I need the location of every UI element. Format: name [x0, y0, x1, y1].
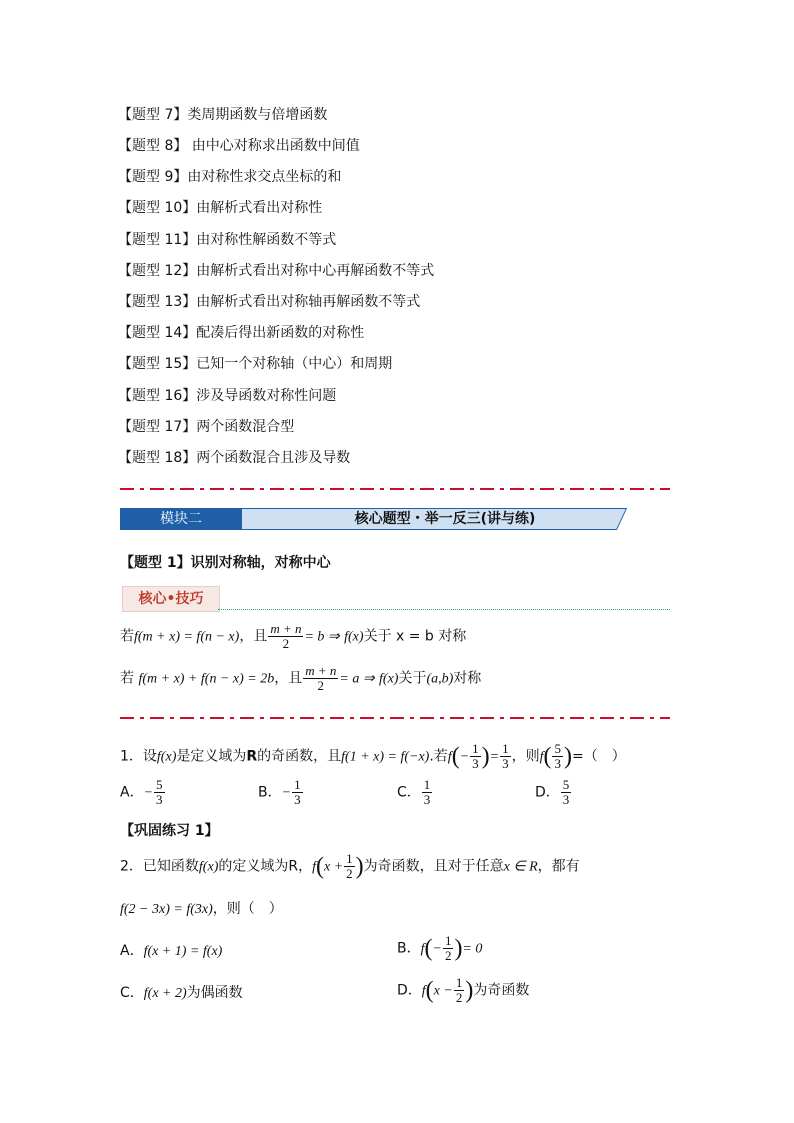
fraction: $\frac{m + n}{2}$ [305, 663, 337, 693]
q2-option-a[interactable]: A．f(x + 1) = f(x) [120, 943, 223, 959]
skill-badge: 核心•技巧 [122, 586, 220, 612]
skill-underline [218, 609, 670, 610]
q1-option-c[interactable]: C． $\frac{1}{3}$ [397, 777, 431, 807]
question-1: 1．设f(x)是定义域为R的奇函数，且f(1 + x) = f(−x).若f(− $\frac{1}{3}$ )= $\frac{1}{3}$ ，则f( $\frac{5}{3}$ )=（ ） [120, 741, 626, 771]
toc-item: 【题型 12】由解析式看出对称中心再解函数不等式 [118, 263, 435, 279]
toc-item: 【题型 18】两个函数混合且涉及导数 [118, 450, 351, 466]
divider [120, 717, 670, 719]
practice-title: 【巩固练习 1】 [120, 823, 219, 839]
rule-1: 若f(m + x) = f(n − x)，且 $\frac{m + n}{2}$ = b ⇒ f(x)关于 x = b 对称 [120, 621, 467, 651]
rule-2: 若 f(m + x) + f(n − x) = 2b，且 $\frac{m + n}{2}$ = a ⇒ f(x)关于(a,b)对称 [120, 663, 482, 693]
question-2: 2．已知函数f(x)的定义域为R，f(x + $\frac{1}{2}$ )为奇函数，且对于任意x ∈ R，都有 [120, 851, 580, 881]
toc-item: 【题型 10】由解析式看出对称性 [118, 200, 323, 216]
q2-option-b[interactable]: B．f(− $\frac{1}{2}$ )= 0 [397, 933, 483, 963]
toc-item: 【题型 8】 由中心对称求出函数中间值 [118, 138, 360, 154]
divider [120, 488, 670, 490]
module-title: 核心题型・举一反三(讲与练) [354, 511, 536, 527]
module-bar [120, 508, 622, 530]
module-label: 模块二 [120, 508, 242, 530]
toc-item: 【题型 17】两个函数混合型 [118, 419, 295, 435]
q2-option-c[interactable]: C．f(x + 2)为偶函数 [120, 985, 243, 1001]
toc-item: 【题型 16】涉及导函数对称性问题 [118, 388, 337, 404]
fraction: $\frac{5}{3}$ [554, 741, 561, 771]
fraction: $\frac{1}{3}$ [472, 741, 479, 771]
fraction: $\frac{1}{3}$ [502, 741, 509, 771]
section-title: 【题型 1】识别对称轴，对称中心 [120, 555, 331, 571]
toc-item: 【题型 15】已知一个对称轴（中心）和周期 [118, 356, 393, 372]
toc-item: 【题型 9】由对称性求交点坐标的和 [118, 169, 342, 185]
q2-option-d[interactable]: D．f(x − $\frac{1}{2}$ )为奇函数 [397, 975, 530, 1005]
toc-item: 【题型 13】由解析式看出对称轴再解函数不等式 [118, 294, 421, 310]
question-2-line2: f(2 − 3x) = f(3x)，则（ ） [120, 901, 283, 917]
toc-item: 【题型 11】由对称性解函数不等式 [118, 232, 337, 248]
q1-option-d[interactable]: D． $\frac{5}{3}$ [535, 777, 570, 807]
toc-item: 【题型 7】类周期函数与倍增函数 [118, 107, 328, 123]
toc-item: 【题型 14】配凑后得出新函数的对称性 [118, 325, 365, 341]
fraction: $\frac{m + n}{2}$ [270, 621, 302, 651]
q1-option-a[interactable]: A．− $\frac{5}{3}$ [120, 777, 163, 807]
q1-option-b[interactable]: B．− $\frac{1}{3}$ [258, 777, 301, 807]
